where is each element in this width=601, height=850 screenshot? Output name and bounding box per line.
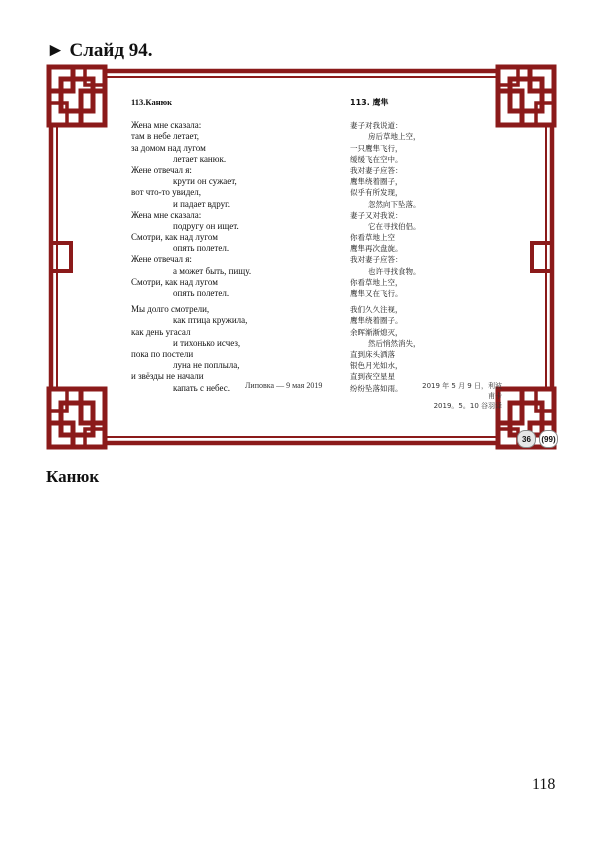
poem-line: 似乎有所发现， [350,188,403,198]
poem-line: опять полетел. [173,288,230,299]
poem-line: 直到床头洒落 [350,349,395,359]
poem-line: и звёзды не начали [131,371,204,382]
poem-line: 余晖渐渐熄灭， [350,327,403,337]
poem-line: Жена мне сказала: [131,209,202,220]
poem-line: 它在寻找伯侣。 [368,221,421,231]
poem-lines-zh [350,120,480,394]
poem-line: крути он сужает, [173,176,237,187]
poem-lines-ru [131,120,321,394]
poem-line: 房后草地上空， [368,132,421,142]
page-badge-left: 36 [517,430,536,448]
poem-line: а может быть, пищу. [173,265,252,276]
poem-line: 你看草地上空， [350,277,403,287]
poem-line: 银色月光如水， [350,361,403,371]
poem-line: и тихонько исчез, [173,337,241,348]
chinese-poem [350,97,480,394]
poem-line: 我们久久注视， [350,305,403,315]
poem-line: 纷纷坠落如雨。 [350,383,403,393]
poem-line: и падает вдруг. [173,198,231,209]
poem-line: как птица кружила, [173,315,248,326]
poem-line: Жена мне сказала: [131,120,202,131]
poem-title-zh: 113. 鹰隼 [350,98,389,107]
poem-line: опять полетел. [173,243,230,254]
poem-line: 妻子对我说道： [350,121,403,131]
poem-line: 直到夜空星星 [350,372,395,382]
poem-line: 你看草地上空 [350,233,395,243]
poem-line: 也许寻找食物。 [368,266,421,276]
poem-line: Смотри, как над лугом [131,232,218,243]
section-title: Канюк [46,467,100,486]
signature-zh-line1: 2019 年 5 月 9 日，利波甫卡 [422,382,502,400]
poem-line: за домом над лугом [131,142,206,153]
poem-line: 妻子又对我说： [350,210,403,220]
poem-line: Мы долго смотрели, [131,304,210,315]
signature-zh-line2: 2019。5。10 谷羽译 [433,402,502,410]
poem-title-ru: 113.Канюк [131,97,172,107]
poem-line: 鹰隼又在飞行。 [350,289,403,299]
poem-line: 然后悄然消失， [368,338,421,348]
page-badge-right: (99) [539,430,558,448]
poem-line: пока по постели [131,348,194,359]
poem-line: 我对妻子应答： [350,165,403,175]
poem-line: луна не поплыла, [173,360,240,371]
poem-line: Жене отвечал я: [131,164,192,175]
poem-line: там в небе летает, [131,131,200,142]
poem-line: как день угасал [131,326,191,337]
russian-poem [131,97,321,394]
poem-line: 缓缓飞在空中。 [350,154,403,164]
page-number: 118 [532,776,556,793]
signature-ru: Липовка — 9 мая 2019 [245,381,323,390]
poem-line: 鹰隼绕着圈子， [350,177,403,187]
poem-line: капать с небес. [173,382,230,393]
poem-line: 忽然向下坠落。 [368,199,421,209]
poem-line: 一只鹰隼飞行， [350,143,403,153]
poem-line: вот что-то увидел, [131,187,202,198]
poem-line: летает канюк. [173,153,227,164]
signature-zh [418,381,502,411]
poem-line: подругу он ищет. [173,220,239,231]
slide-heading: ► Слайд 94. [46,40,153,61]
poem-line: Жене отвечал я: [131,254,192,265]
poem-line: 我对妻子应答： [350,255,403,265]
slide-frame [45,63,558,451]
poem-line: Смотри, как над лугом [131,276,218,287]
poem-line: 鹰隼绕着圈子。 [350,316,403,326]
poem-line: 鹰隼再次盘旋。 [350,244,403,254]
